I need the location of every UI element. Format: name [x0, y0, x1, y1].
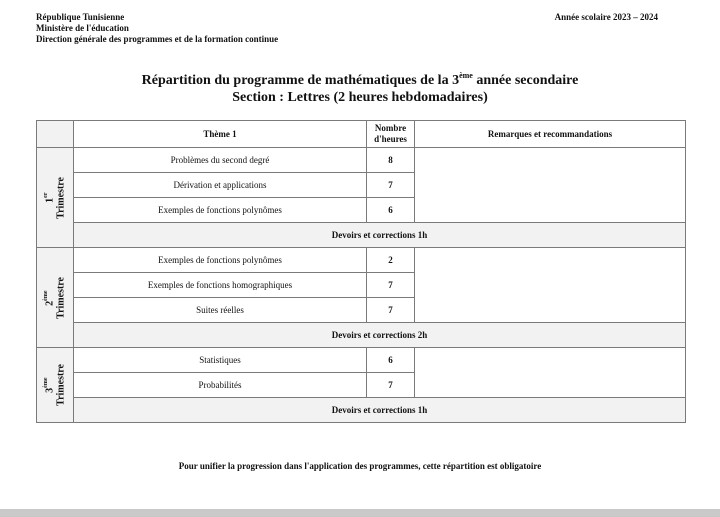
table-row: [37, 148, 686, 173]
devoirs-cell: Devoirs et corrections 2h: [74, 323, 686, 348]
trimester-2-label: 2ème Trimestre: [37, 248, 74, 348]
header-corner-cell: [37, 121, 74, 148]
table-row: [37, 348, 686, 373]
theme-cell: Exemples de fonctions polynômes: [74, 198, 367, 223]
hours-cell: 7: [367, 173, 415, 198]
trimester-1-label: 1er Trimestre: [37, 148, 74, 248]
program-table: [36, 120, 686, 423]
theme-cell: Suites réelles: [74, 298, 367, 323]
table-row: [37, 248, 686, 273]
footer-note: Pour unifier la progression dans l'application des programmes, cette répartition est obligatoire: [178, 461, 542, 471]
hours-cell: 2: [367, 248, 415, 273]
devoirs-row-1: [37, 223, 686, 248]
devoirs-row-3: [37, 398, 686, 423]
theme-cell: Exemples de fonctions homographiques: [74, 273, 367, 298]
page-bottom-bar: [0, 509, 720, 517]
hours-cell: 6: [367, 198, 415, 223]
header-direction: Direction générale des programmes et de la formation continue: [36, 34, 279, 44]
hours-cell: 7: [367, 373, 415, 398]
devoirs-cell: Devoirs et corrections 1h: [74, 398, 686, 423]
hours-cell: 8: [367, 148, 415, 173]
header-republic: République Tunisienne: [36, 12, 125, 22]
title-line-2: Section : Lettres (2 heures hebdomadaires): [232, 90, 488, 105]
school-year: Année scolaire 2023 – 2024: [554, 12, 658, 22]
hours-cell: 7: [367, 273, 415, 298]
hours-cell: 7: [367, 298, 415, 323]
devoirs-row-2: [37, 323, 686, 348]
theme-cell: Problèmes du second degré: [74, 148, 367, 173]
hours-cell: 6: [367, 348, 415, 373]
document-title: [0, 72, 720, 106]
header-theme: Thème 1: [74, 121, 367, 148]
theme-cell: Statistiques: [74, 348, 367, 373]
theme-cell: Probabilités: [74, 373, 367, 398]
devoirs-cell: Devoirs et corrections 1h: [74, 223, 686, 248]
header-ministry: Ministère de l'éducation: [36, 23, 129, 33]
header-hours: Nombre d'heures: [367, 121, 415, 148]
ministry-header: [36, 12, 278, 45]
title-line-1: Répartition du programme de mathématiques de la 3ème année secondaire: [141, 71, 579, 88]
table-header-row: [37, 121, 686, 148]
header-remarks: Remarques et recommandations: [415, 121, 686, 148]
theme-cell: Dérivation et applications: [74, 173, 367, 198]
trimester-3-label: 3ème Trimestre: [37, 348, 74, 423]
theme-cell: Exemples de fonctions polynômes: [74, 248, 367, 273]
remarks-cell-2: [415, 248, 686, 323]
remarks-cell-3: [415, 348, 686, 398]
remarks-cell-1: [415, 148, 686, 223]
